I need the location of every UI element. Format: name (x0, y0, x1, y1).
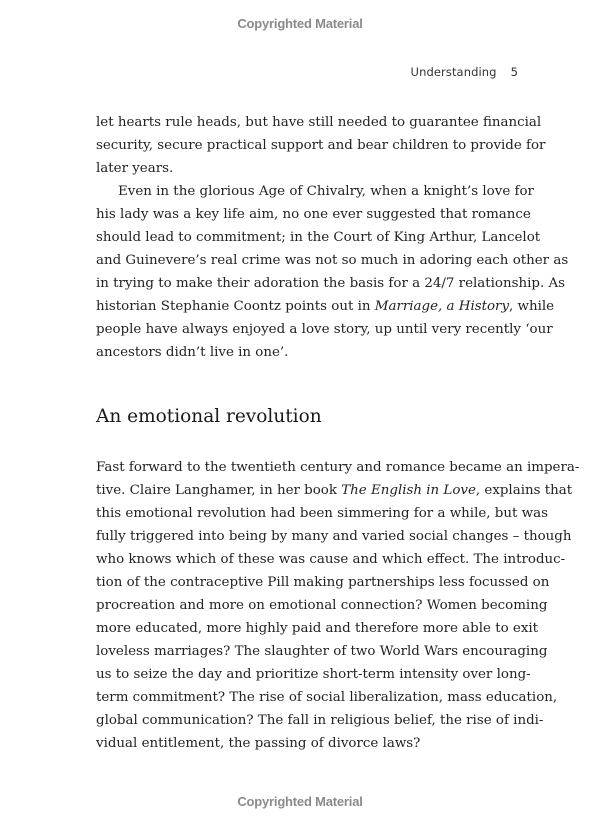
text-line (96, 502, 548, 525)
book-title-italic: Marriage, a History (374, 299, 510, 314)
text-run: global communication? The fall in religious belief, the rise of indi- (96, 713, 544, 728)
text-run: who knows which of these was cause and which effect. The introduc- (96, 552, 566, 567)
text-run: let hearts rule heads, but have still needed to guarantee financial (96, 115, 542, 130)
text-run: vidual entitlement, the passing of divorce laws? (96, 736, 421, 751)
text-run: should lead to commitment; in the Court of King Arthur, Lancelot (96, 230, 541, 245)
text-line (96, 617, 539, 640)
text-run: fully triggered into being by many and varied social changes – though (96, 529, 572, 544)
text-line (96, 157, 519, 180)
text-run: his lady was a key life aim, no one ever suggested that romance (96, 207, 531, 222)
text-run: security, secure practical support and bear children to provide for (96, 138, 546, 153)
text-line (96, 226, 541, 249)
text-line (96, 180, 534, 203)
section-heading: An emotional revolution (96, 406, 322, 427)
text-run: tion of the contraceptive Pill making partnerships less focussed on (96, 575, 550, 590)
text-line (96, 249, 569, 272)
text-line (96, 732, 519, 755)
text-run: us to seize the day and prioritize short-term intensity over long- (96, 667, 531, 682)
text-line (96, 295, 555, 318)
text-line (96, 111, 542, 134)
text-run: , while (509, 299, 555, 314)
text-run: ancestors didn’t live in one’. (96, 345, 289, 360)
text-line (96, 686, 558, 709)
text-line (96, 594, 548, 617)
text-run: loveless marriages? The slaughter of two World Wars encouraging (96, 644, 548, 659)
text-run: later years. (96, 161, 174, 176)
text-line (96, 663, 531, 686)
text-run: and Guinevere’s real crime was not so much in adoring each other as (96, 253, 569, 268)
text-line (96, 479, 573, 502)
text-run: historian Stephanie Coontz points out in (96, 299, 375, 314)
text-run: Fast forward to the twentieth century and romance became an impera- (96, 460, 580, 475)
book-title-italic: The English in Love (341, 483, 476, 498)
text-run: , explains that (475, 483, 573, 498)
text-run: people have always enjoyed a love story, up until very recently ‘our (96, 322, 553, 337)
text-line (96, 548, 566, 571)
text-line (96, 571, 550, 594)
text-line (96, 134, 546, 157)
text-run: procreation and more on emotional connection? Women becoming (96, 598, 548, 613)
text-run: Even in the glorious Age of Chivalry, when a knight’s love for (118, 184, 534, 199)
text-line (96, 318, 553, 341)
text-line (96, 456, 580, 479)
text-line (96, 640, 548, 663)
text-run: term commitment? The rise of social liberalization, mass education, (96, 690, 558, 705)
copyright-watermark-bottom: Copyrighted Material (237, 794, 363, 809)
text-run: more educated, more highly paid and therefore more able to exit (96, 621, 539, 636)
text-run: in trying to make their adoration the basis for a 24/7 relationship. As (96, 276, 566, 291)
copyright-watermark-top: Copyrighted Material (237, 16, 363, 31)
body-text-section-2 (96, 456, 580, 755)
page-number: 5 (510, 65, 518, 79)
text-run: this emotional revolution had been simmering for a while, but was (96, 506, 548, 521)
body-text-section-1 (96, 111, 569, 364)
text-line (96, 709, 544, 732)
running-header-section: Understanding (410, 65, 497, 79)
running-header (411, 65, 518, 79)
text-line (96, 341, 519, 364)
text-run: tive. Claire Langhamer, in her book (96, 483, 342, 498)
text-line (96, 525, 572, 548)
text-line (96, 272, 566, 295)
text-line (96, 203, 531, 226)
